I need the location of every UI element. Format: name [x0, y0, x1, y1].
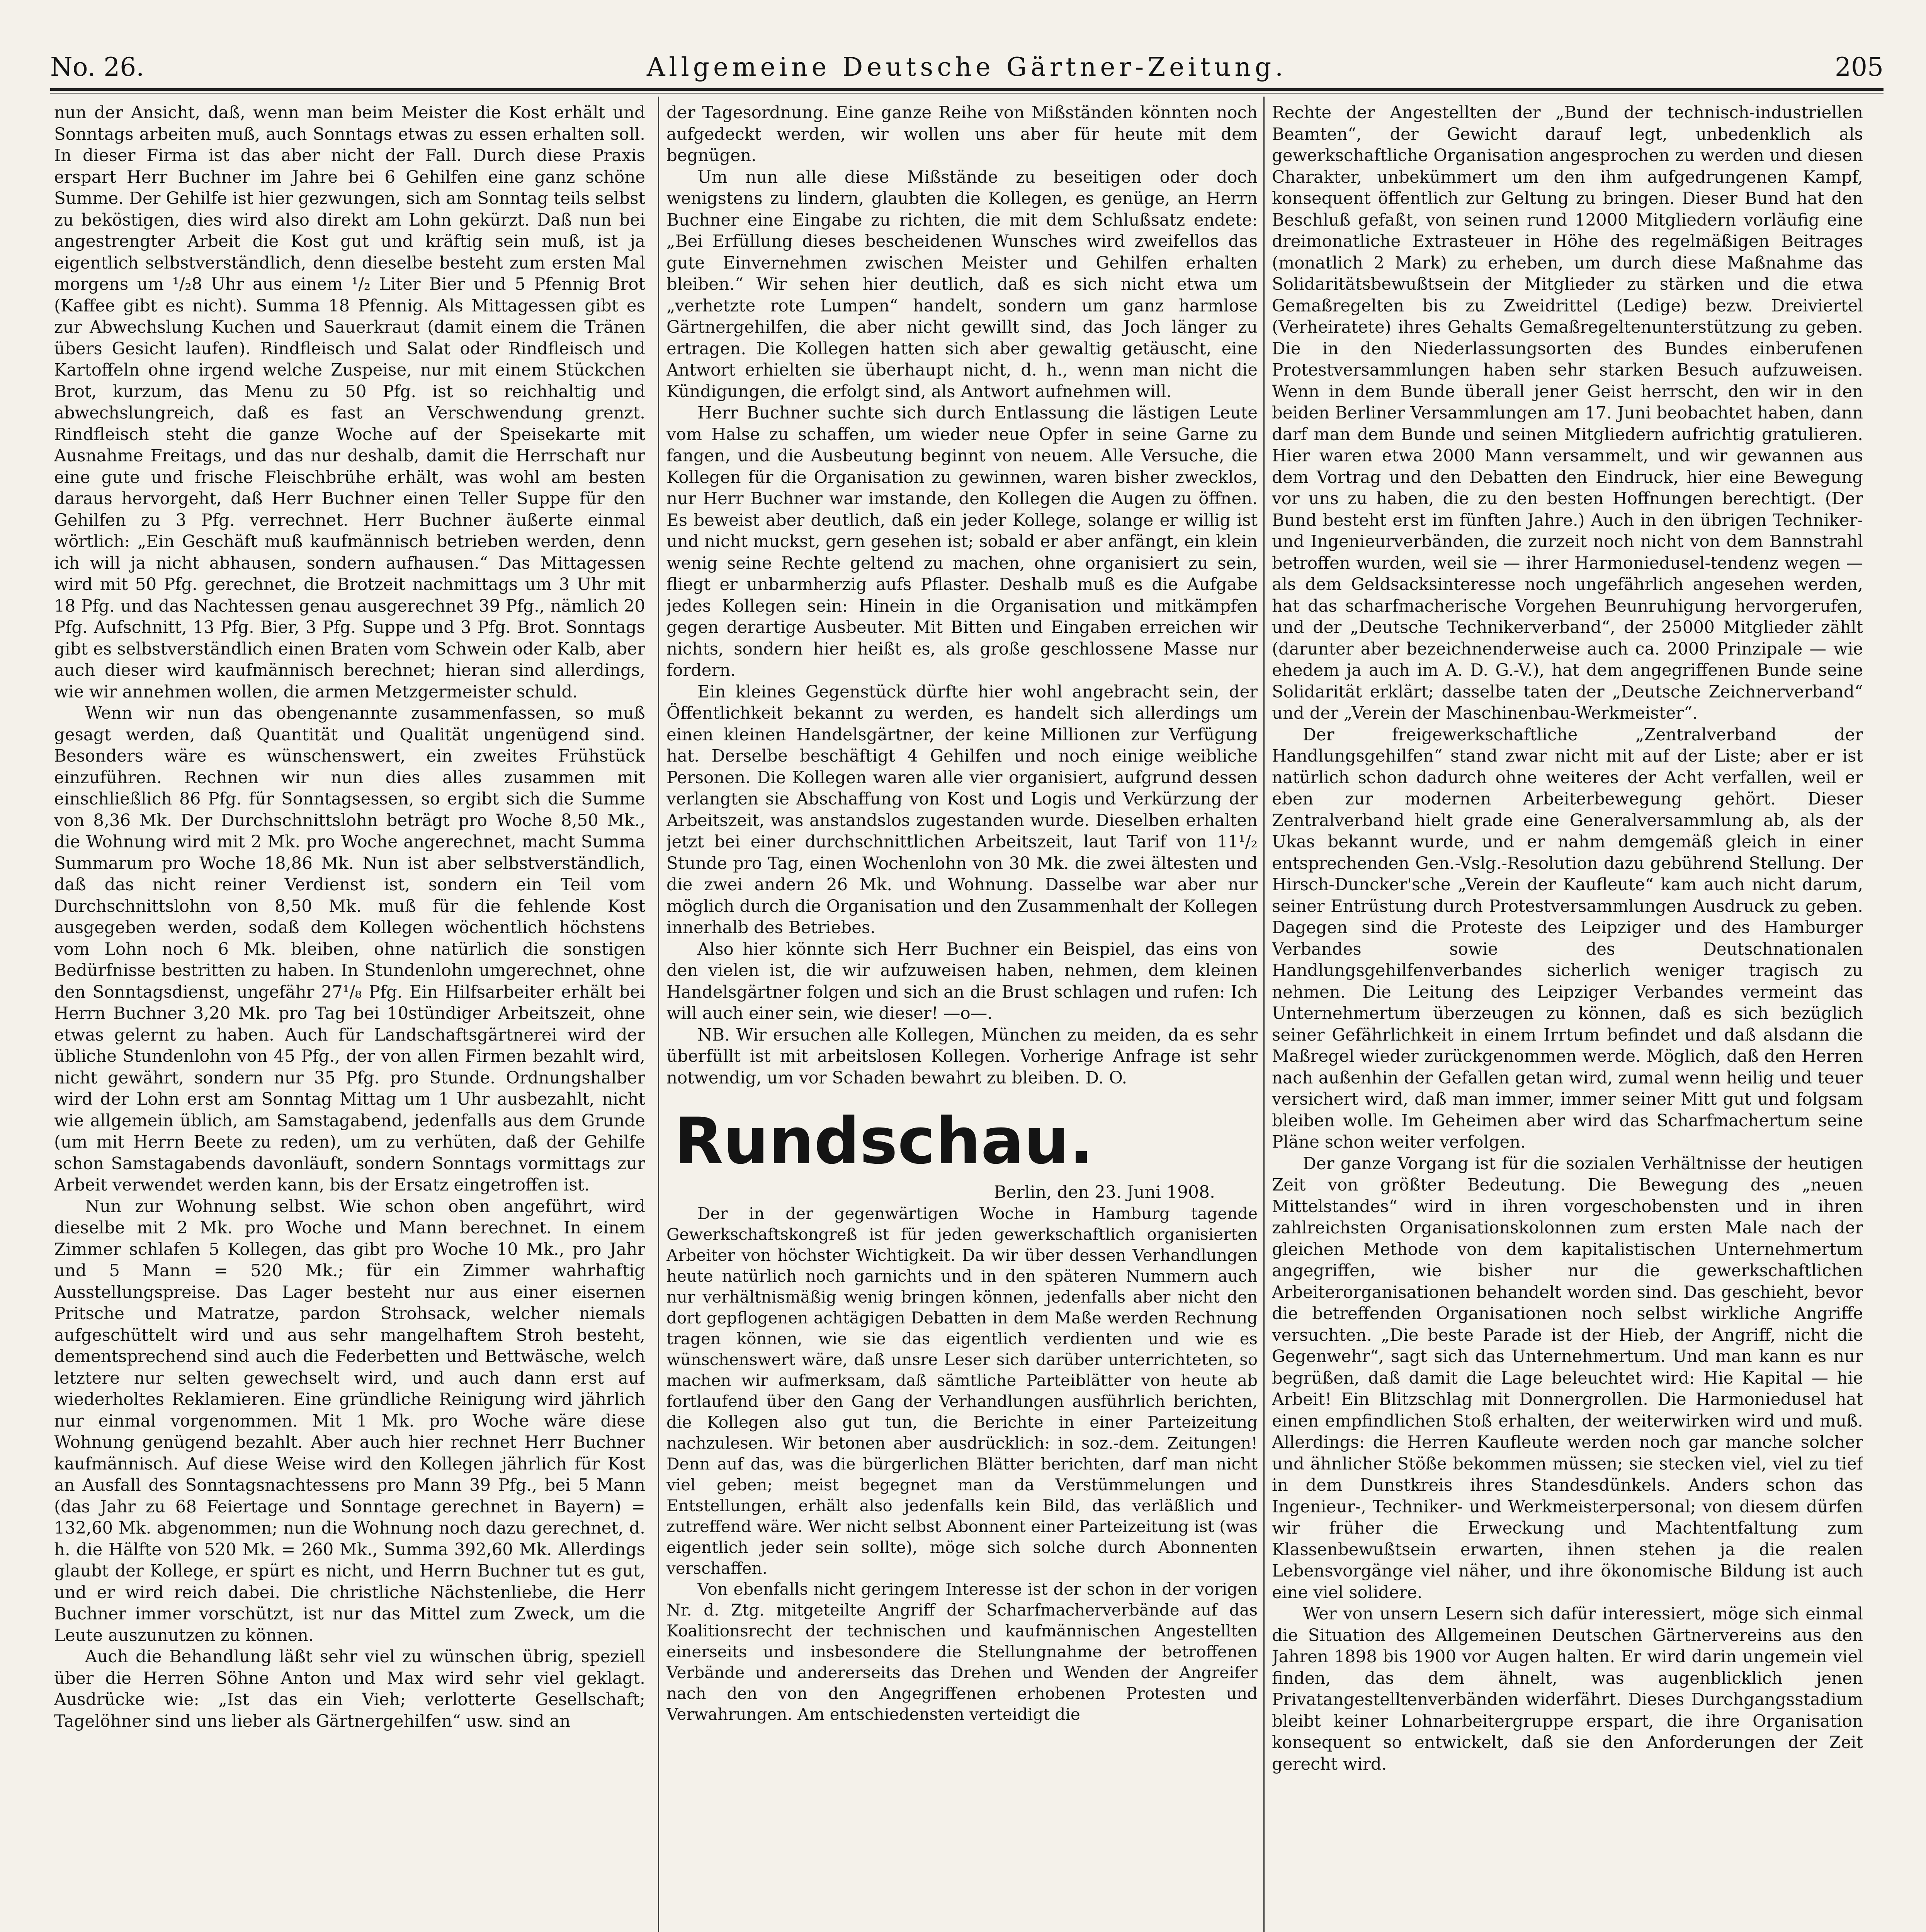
paragraph: Der ganze Vorgang ist für die sozialen Verhältnisse der heutigen Zeit von größter Bedeutung. Die Bewegung des „neuen Mittelstandes“ wird in ihren vorgeschobensten und in ihren zahlreichsten Organisationskolonnen zum ersten Male nach der gleichen Methode von dem kapitalistischen Unternehmertum angegriffen, wie bisher nur die gewerkschaftlichen Arbeiterorganisationen behandelt worden sind. Das geschieht, bevor die betreffenden Organisationen noch selbst wirkliche Angriffe versuchten. „Die beste Parade ist der Hieb, der Angriff, nicht die Gegenwehr“, sagt sich das Unternehmertum. Und man kann es nur begrüßen, daß damit die Lage beleuchtet wird: Hie Kapital — hie Arbeit! Ein Blitzschlag mit Donnergrollen. Die Harmoniedusel hat einen empfindlichen Stoß erhalten, der weiterwirken wird und muß. Allerdings: die Herren Kaufleute werden noch gar manche solcher und ähnlicher Stöße bekommen müssen; sie stecken viel, viel zu tief in dem Dunstkreis ihres Standesdünkels. Anders schon das Ingenieur-, Techniker- und Werkmeisterpersonal; von diesem dürfen wir früher die Erweckung und Machtentfaltung zum Klassenbewußtsein erwarten, ihnen stehen ja die realen Lebensvorgänge viel näher, und ihre ökonomische Bildung ist auch eine viel solidere. [1272, 1154, 1863, 1602]
paragraph: Wer von unsern Lesern sich dafür interessiert, möge sich einmal die Situation des Allgemeinen Deutschen Gärtnervereins aus den Jahren 1898 bis 1900 vor Augen halten. Er wird darin ungemein viel finden, das dem ähnelt, was augenblicklich jenen Privatangestelltenverbänden widerfährt. Dieses Durchgangsstadium bleibt keiner Lohnarbeitergruppe erspart, die ihre Organisation konsequent so entwickelt, daß sie den Anforderungen der Zeit gerecht wird. [1272, 1604, 1863, 1774]
paragraph: Um nun alle diese Mißstände zu beseitigen oder doch wenigstens zu lindern, glaubten die Kollegen, es genüge, an Herrn Buchner eine Eingabe zu richten, die mit dem Schlußsatz endete: „Bei Erfüllung dieses bescheidenen Wunsches wird zweifellos das gute Einvernehmen zwischen Meister und Gehilfen erhalten bleiben.“ Wir sehen hier deutlich, daß es sich nicht etwa um „verhetzte rote Lumpen“ handelt, sondern um ganz harmlose Gärtnergehilfen, die aber nicht gewillt sind, das Joch länger zu ertragen. Die Kollegen hatten sich aber gewaltig getäuscht, eine Antwort erhielten sie überhaupt nicht, d. h., wenn man nicht die Kündigungen, die erfolgt sind, als Antwort aufnehmen will. [666, 167, 1258, 401]
paragraph: Der freigewerkschaftliche „Zentralverband der Handlungsgehilfen“ stand zwar nicht mit auf der Liste; aber er ist natürlich schon dadurch ohne weiteres der Acht verfallen, weil er eben zur modernen Arbeiterbewegung gehört. Dieser Zentralverband hielt grade eine Generalversammlung ab, als der Ukas bekannt wurde, und er nahm demgemäß gleich in einer entsprechenden Gen.-Vslg.-Resolution dazu gebührend Stellung. Der Hirsch-Duncker'sche „Verein der Kaufleute“ kam auch nicht darum, seiner Entrüstung durch Protestversammlungen Ausdruck zu geben. Dagegen sind die Proteste des Leipziger und des Hamburger Verbandes sowie des Deutschnationalen Handlungsgehilfenverbandes sicherlich weniger tragisch zu nehmen. Die Leitung des Leipziger Verbandes vermeint das Unternehmertum überzeugen zu können, daß es sich bezüglich seiner Gefährlichkeit in einem Irrtum befindet und daß alsdann die Maßregel wieder zurückgenommen werde. Möglich, daß den Herren nach außenhin der Gefallen getan wird, zumal wenn heilig und teuer versichert wird, daß man immer, immer seiner Mitt gut und folgsam bleiben wolle. Im Geheimen aber wird das Scharfmachertum seine Pläne schon weiter verfolgen. [1272, 725, 1863, 1152]
column-divider-1 [658, 97, 659, 1932]
issue-number: No. 26. [50, 52, 144, 82]
paragraph: der Tagesordnung. Eine ganze Reihe von Mißständen könnten noch aufgedeckt werden, wir wollen uns aber für heute mit dem begnügen. [666, 103, 1258, 165]
dateline: Berlin, den 23. Juni 1908. [994, 1182, 1215, 1202]
paragraph: NB. Wir ersuchen alle Kollegen, München zu meiden, da es sehr überfüllt ist mit arbeitslosen Kollegen. Vorherige Anfrage ist sehr notwendig, um vor Schaden bewahrt zu bleiben. D. O. [666, 1025, 1258, 1088]
page-header [50, 37, 1884, 95]
column-divider-2 [1263, 97, 1265, 1932]
paragraph: Also hier könnte sich Herr Buchner ein Beispiel, das eins von den vielen ist, die wir aufzuweisen haben, nehmen, dem kleinen Handelsgärtner folgen und sich an die Brust schlagen und rufen: Ich will auch einer sein, wie dieser! —o—. [666, 939, 1258, 1023]
header-rule-thin [50, 93, 1884, 94]
paragraph: Der in der gegenwärtigen Woche in Hamburg tagende Gewerkschaftskongreß ist für jeden gewerkschaftlich organisierten Arbeiter von höchster Wichtigkeit. Da wir über dessen Verhandlungen heute natürlich noch garnichts und in den späteren Nummern auch nur verhältnismäßig wenig bringen können, jedenfalls aber nicht den dort gepflogenen achtägigen Debatten in dem Maße werden Rechnung tragen können, wie sie das eigentlich verdienten und wie es wünschenswert wäre, daß unsre Leser sich darüber unterrichteten, so machen wir aufmerksam, daß sämtliche Parteiblätter von heute ab fortlaufend über den Gang der Verhandlungen ausführlich berichten, die Kollegen also gut tun, die Berichte in einer Parteizeitung nachzulesen. Wir betonen aber ausdrücklich: in soz.-dem. Zeitungen! Denn auf das, was die bürgerlichen Blätter berichten, darf man nicht viel geben; meist begegnet man da Verstümmelungen und Entstellungen, erhält also jedenfalls kein Bild, das verläßlich und zutreffend wäre. Wer nicht selbst Abonnent einer Parteizeitung ist (was eigentlich jeder sein sollte), möge sich solche durch Abonnenten verschaffen. [666, 1204, 1258, 1578]
page-number: 205 [1835, 52, 1884, 82]
newspaper-title: Allgemeine Deutsche Gärtner-Zeitung. [646, 52, 1287, 82]
column-3 [1272, 102, 1863, 1932]
paragraph: Von ebenfalls nicht geringem Interesse ist der schon in der vorigen Nr. d. Ztg. mitgeteilte Angriff der Scharfmacherverbände auf das Koalitionsrecht der technischen und kaufmännischen Angestellten einerseits und insbesondere die Stellungnahme der betroffenen Verbände und andererseits das Drehen und Wenden der Angreifer nach den von den Angegriffenen erhobenen Protesten und Verwahrungen. Am entschiedensten verteidigt die [666, 1579, 1258, 1724]
paragraph: Auch die Behandlung läßt sehr viel zu wünschen übrig, speziell über die Herren Söhne Anton und Max wird sehr viel geklagt. Ausdrücke wie: „Ist das ein Vieh; verlotterte Gesellschaft; Tagelöhner sind uns lieber als Gärtnergehilfen“ usw. sind an [54, 1647, 645, 1731]
header-rule [50, 88, 1884, 91]
paragraph: Wenn wir nun das obengenannte zusammenfassen, so muß gesagt werden, daß Quantität und Qualität ungenügend sind. Besonders wäre es wünschenswert, ein zweites Frühstück einzuführen. Rechnen wir nun dies alles zusammen mit einschließlich 86 Pfg. für Sonntagsessen, so ergibt sich die Summe von 8,36 Mk. Der Durchschnittslohn beträgt pro Woche 8,50 Mk., die Wohnung wird mit 2 Mk. pro Woche angerechnet, macht Summa Summarum pro Woche 18,86 Mk. Nun ist aber selbstverständlich, daß das nicht reiner Verdienst ist, sondern ein Teil vom Durchschnittslohn von 8,50 Mk. muß für die fehlende Kost ausgegeben werden, sodaß dem Kollegen wöchentlich höchstens vom Lohn noch 6 Mk. bleiben, ohne natürlich die sonstigen Bedürfnisse bestritten zu haben. In Stundenlohn umgerechnet, ohne den Sonntagsdienst, ungefähr 27¹/₈ Pfg. Ein Hilfsarbeiter erhält bei Herrn Buchner 3,20 Mk. pro Tag bei 10stündiger Arbeitszeit, ohne etwas gelernt zu haben. Auch für Landschaftsgärtnerei wird der übliche Stundenlohn von 45 Pfg., der von allen Firmen bezahlt wird, nicht gewährt, sondern nur 35 Pfg. pro Stunde. Ordnungshalber wird der Lohn erst am Sonntag Mittag um 1 Uhr ausbezahlt, nicht wie allgemein üblich, am Samstagabend, jedenfalls aus dem Grunde (um mit Herrn Beete zu reden), um zu verhüten, daß der Gehilfe schon Samstagabends davonläuft, sondern Sonntags vormittags zur Arbeit verwendet werden kann, bis der Ersatz eingetroffen ist. [54, 704, 645, 1195]
column-2 [666, 102, 1258, 1932]
paragraph: Ein kleines Gegenstück dürfte hier wohl angebracht sein, der Öffentlichkeit bekannt zu werden, es handelt sich allerdings um einen kleinen Handelsgärtner, der keine Millionen zur Verfügung hat. Derselbe beschäftigt 4 Gehilfen und noch einige weibliche Personen. Die Kollegen waren alle vier organisiert, aufgrund dessen verlangten sie Abschaffung von Kost und Logis und Verkürzung der Arbeitszeit, was anstandslos zugestanden wurde. Dieselben erhalten jetzt bei einer durchschnittlichen Arbeitszeit, laut Tarif von 11¹/₂ Stunde pro Tag, einen Wochenlohn von 30 Mk. die zwei ältesten und die zwei andern 26 Mk. und Wohnung. Dasselbe war aber nur möglich durch die Organisation und den Zusammenhalt der Kollegen innerhalb des Betriebes. [666, 682, 1258, 937]
paragraph: Rechte der Angestellten der „Bund der technisch-industriellen Beamten“, der Gewicht darauf legt, unbedenklich als gewerkschaftliche Organisation angesprochen zu werden und diesen Charakter, unbekümmert um den ihm aufgedrungenen Kampf, konsequent öffentlich zur Geltung zu bringen. Dieser Bund hat den Beschluß gefaßt, von seinen rund 12000 Mitgliedern vorläufig eine dreimonatliche Extrasteuer in Höhe des regelmäßigen Beitrages (monatlich 2 Mark) zu erheben, um durch diese Maßnahme das Solidaritätsbewußtsein der Mitglieder zu stärken und die etwa Gemaßregelten bis zu Zweidrittel (Ledige) bezw. Dreiviertel (Verheiratete) ihres Gehalts Gemaßregeltenunterstützung zu geben. Die in den Niederlassungsorten des Bundes einberufenen Protestversammlungen haben sehr starken Besuch aufzuweisen. Wenn in dem Bunde überall jener Geist herrscht, den wir in den beiden Berliner Versammlungen am 17. Juni beobachtet haben, dann darf man dem Bunde und seinen Mitgliedern aufrichtig gratulieren. Hier waren etwa 2000 Mann versammelt, und wir gewannen aus dem Vortrag und den Debatten den Eindruck, hier eine Bewegung vor uns zu haben, die zu den besten Hoffnungen berechtigt. (Der Bund besteht erst im fünften Jahre.) Auch in den übrigen Techniker- und Ingenieurverbänden, die zurzeit noch nicht von dem Bannstrahl betroffen wurden, weil sie — ihrer Harmoniedusel-tendenz wegen — als dem Geldsacksinteresse noch ungefährlich angesehen werden, hat das scharfmacherische Vorgehen Beunruhigung hervorgerufen, und der „Deutsche Technikerverband“, der 25000 Mitglieder zählt (darunter aber bezeichnenderweise auch ca. 2000 Prinzipale — wie ehedem ja auch im A. D. G.-V.), hat dem angegriffenen Bunde seine Solidarität erklärt; dasselbe taten der „Deutsche Zeichnerverband“ und der „Verein der Maschinenbau-Werkmeister“. [1272, 103, 1863, 723]
column-1 [54, 102, 645, 1932]
section-heading: Rundschau. [674, 1104, 1094, 1178]
paragraph: Herr Buchner suchte sich durch Entlassung die lästigen Leute vom Halse zu schaffen, um wieder neue Opfer in seine Garne zu fangen, und die Ausbeutung beginnt von neuem. Alle Versuche, die Kollegen für die Organisation zu gewinnen, waren bisher zwecklos, nur Herr Buchner war imstande, den Kollegen die Augen zu öffnen. Es beweist aber deutlich, daß ein jeder Kollege, solange er willig ist und nicht muckst, gern gesehen ist; sobald er aber anfängt, ein klein wenig seine Rechte geltend zu machen, ohne organisiert zu sein, fliegt er unbarmherzig aufs Pflaster. Deshalb muß es die Aufgabe jedes Kollegen sein: Hinein in die Organisation und mitkämpfen gegen derartige Ausbeuter. Mit Bitten und Eingaben erreichen wir nichts, sondern hier heißt es, als große geschlossene Masse nur fordern. [666, 403, 1258, 680]
paragraph: Nun zur Wohnung selbst. Wie schon oben angeführt, wird dieselbe mit 2 Mk. pro Woche und Mann berechnet. In einem Zimmer schlafen 5 Kollegen, das gibt pro Woche 10 Mk., pro Jahr und 5 Mann = 520 Mk.; für ein Zimmer wahrhaftig Ausstellungspreise. Das Lager besteht nur aus einer eisernen Pritsche und Matratze, pardon Strohsack, welcher niemals aufgeschüttelt wird und aus sehr mangelhaftem Stroh besteht, dementsprechend sind auch die Federbetten und Bettwäsche, welch letztere nur selten gewechselt wird, und auch dann erst auf wiederholtes Reklamieren. Eine gründliche Reinigung wird jährlich nur einmal vorgenommen. Mit 1 Mk. pro Woche wäre diese Wohnung genügend bezahlt. Aber auch hier rechnet Herr Buchner kaufmännisch. Auf diese Weise wird den Kollegen jährlich für Kost an Ausfall des Sonntagsnachtessens pro Mann 39 Pfg., bei 5 Mann (das Jahr zu 68 Feiertage und Sonntage gerechnet in Bayern) = 132,60 Mk. abgenommen; nun die Wohnung noch dazu gerechnet, d. h. die Hälfte von 520 Mk. = 260 Mk., Summa 392,60 Mk. Allerdings glaubt der Kollege, er spürt es nicht, und Herrn Buchner tut es gut, und er wird reich dabei. Die christliche Nächstenliebe, die Herr Buchner immer vorschützt, ist nur das Mittel zum Zweck, um die Leute auszunutzen zu können. [54, 1197, 645, 1645]
paragraph: nun der Ansicht, daß, wenn man beim Meister die Kost erhält und Sonntags arbeiten muß, auch Sonntags etwas zu essen erhalten soll. In dieser Firma ist das aber nicht der Fall. Durch diese Praxis erspart Herr Buchner im Jahre bei 6 Gehilfen eine ganz schöne Summe. Der Gehilfe ist hier gezwungen, sich am Sonntag teils selbst zu beköstigen, dies wird also direkt am Lohn gekürzt. Daß nun bei angestrengter Arbeit die Kost gut und kräftig sein muß, ist ja eigentlich selbstverständlich, denn dieselbe besteht zum ersten Mal morgens um ¹/₂8 Uhr aus einem ¹/₂ Liter Bier und 5 Pfennig Brot (Kaffee gibt es nicht). Summa 18 Pfennig. Als Mittagessen gibt es zur Abwechslung Kuchen und Sauerkraut (damit einem die Tränen übers Gesicht laufen). Rindfleisch und Salat oder Rindfleisch und Kartoffeln ohne irgend welche Zuspeise, nur mit einem Stückchen Brot, kurzum, das Menu zu 50 Pfg. ist so reichhaltig und abwechslungreich, daß es fast an Verschwendung grenzt. Rindfleisch steht die ganze Woche auf der Speisekarte mit Ausnahme Freitags, und das nur deshalb, damit die Herrschaft nur eine gute und frische Fleischbrühe erhält, was wohl am besten daraus hervorgeht, daß Herr Buchner einen Teller Suppe für den Gehilfen zu 3 Pfg. verrechnet. Herr Buchner äußerte einmal wörtlich: „Ein Geschäft muß kaufmännisch betrieben werden, denn ich will ja nicht abhausen, sondern aufhausen.“ Das Mittagessen wird mit 50 Pfg. gerechnet, die Brotzeit nachmittags um 3 Uhr mit 18 Pfg. und das Nachtessen genau ausgerechnet 39 Pfg., nämlich 20 Pfg. Aufschnitt, 13 Pfg. Bier, 3 Pfg. Suppe und 3 Pfg. Brot. Sonntags gibt es selbstverständlich einen Braten vom Schwein oder Kalb, aber auch dieser wird kaufmännisch berechnet; hieran sind allerdings, wie wir annehmen wollen, die armen Metzgermeister schuld. [54, 103, 645, 702]
